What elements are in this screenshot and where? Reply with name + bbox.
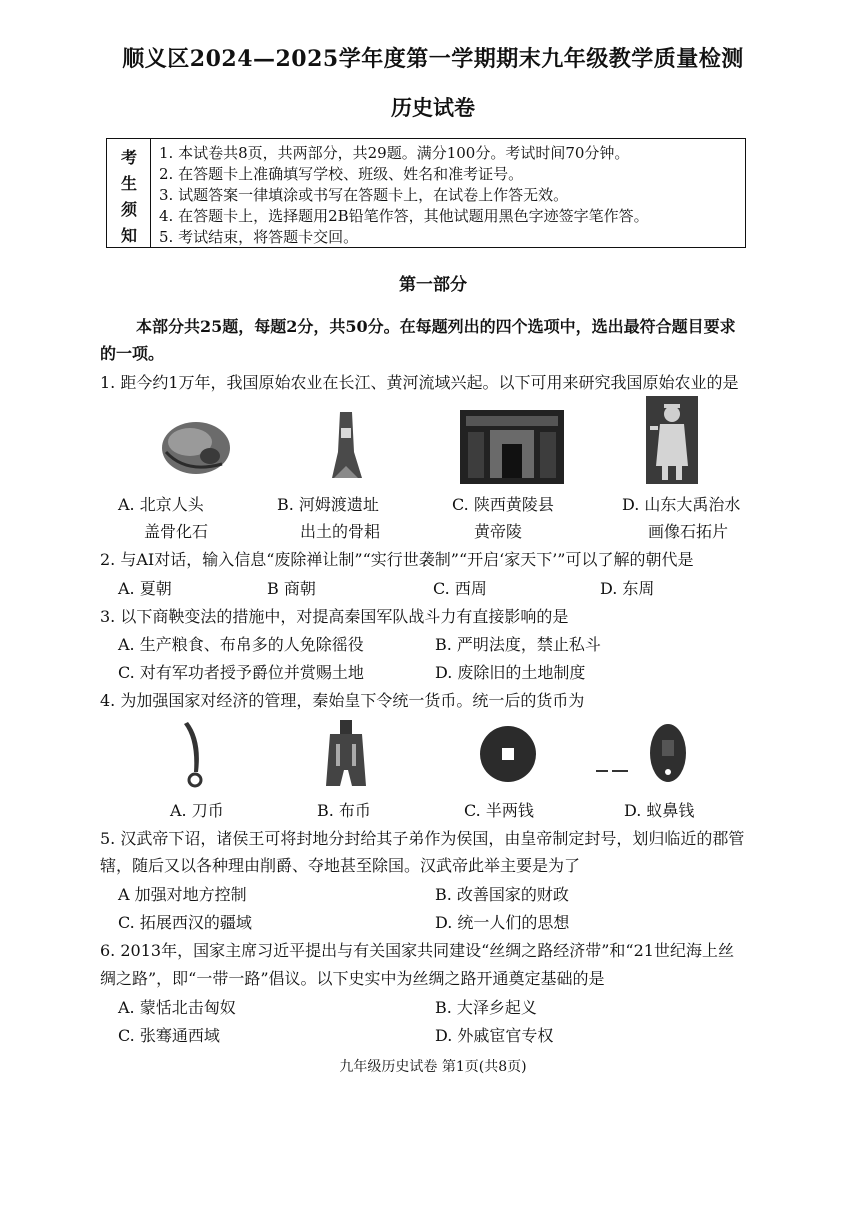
yu-rubbing-image xyxy=(646,396,698,484)
q5-option-b[interactable]: B. 改善国家的财政 xyxy=(435,885,569,904)
q2-option-d[interactable]: D. 东周 xyxy=(600,579,655,598)
notice-item: 5. 考试结束，将答题卡交回。 xyxy=(159,228,359,246)
exam-title: 顺义区2024—2025学年度第一学期期末九年级教学质量检测 xyxy=(122,46,744,72)
notice-item: 1. 本试卷共8页，共两部分，共29题。满分100分。考试时间70分钟。 xyxy=(159,144,630,162)
q1-option-c-line2: 黄帝陵 xyxy=(474,522,523,541)
q1-option-a-line1[interactable]: A. 北京人头 xyxy=(118,495,204,514)
q3-option-d[interactable]: D. 废除旧的土地制度 xyxy=(435,663,586,682)
q6-stem-line1: 6. 2013年，国家主席习近平提出与有关国家共同建设“丝绸之路经济带”和“21世纪海上丝 xyxy=(100,941,734,960)
q6-option-a[interactable]: A. 蒙恬北击匈奴 xyxy=(118,998,236,1017)
notice-label-char: 须 xyxy=(120,200,137,219)
notice-box xyxy=(106,138,746,248)
q1-option-a-line2: 盖骨化石 xyxy=(144,522,209,541)
q4-option-b[interactable]: B. 布币 xyxy=(317,801,371,820)
q1-stem: 1. 距今约1万年，我国原始农业在长江、黄河流域兴起。以下可用来研究我国原始农业的是 xyxy=(100,373,739,392)
q5-stem-line2: 辖，随后又以各种理由削爵、夺地甚至除国。汉武帝此举主要是为了 xyxy=(100,856,581,875)
q3-option-b[interactable]: B. 严明法度，禁止私斗 xyxy=(435,635,601,654)
q6-option-b[interactable]: B. 大泽乡起义 xyxy=(435,998,537,1017)
q5-option-c[interactable]: C. 拓展西汉的疆域 xyxy=(118,913,252,932)
q1-option-c-line1[interactable]: C. 陕西黄陵县 xyxy=(452,495,554,514)
notice-list xyxy=(159,143,649,248)
huangdi-mausoleum-image xyxy=(460,410,564,484)
notice-item: 2. 在答题卡上准确填写学校、班级、姓名和准考证号。 xyxy=(159,165,524,183)
page-footer: 九年级历史试卷 第1页(共8页) xyxy=(339,1059,527,1075)
spade-coin-image xyxy=(322,718,370,790)
q2-option-a[interactable]: A. 夏朝 xyxy=(118,579,172,598)
notice-label-char: 考 xyxy=(120,148,137,167)
q5-option-a[interactable]: A 加强对地方控制 xyxy=(118,885,247,904)
q1-option-d-line2: 画像石拓片 xyxy=(648,522,729,541)
bone-spade-image xyxy=(326,408,366,484)
q1-option-b-line2: 出土的骨耜 xyxy=(300,522,381,541)
part-intro-line1: 本部分共25题，每题2分，共50分。在每题列出的四个选项中，选出最符合题目要求 xyxy=(136,317,736,336)
q6-option-d[interactable]: D. 外戚宦官专权 xyxy=(435,1026,554,1045)
antnose-coin-image xyxy=(648,722,688,784)
q6-option-c[interactable]: C. 张骞通西域 xyxy=(118,1026,220,1045)
q5-option-d[interactable]: D. 统一人们的思想 xyxy=(435,913,570,932)
exam-subtitle: 历史试卷 xyxy=(391,95,475,120)
q3-stem: 3. 以下商鞅变法的措施中，对提高秦国军队战斗力有直接影响的是 xyxy=(100,607,569,626)
q4-option-a[interactable]: A. 刀币 xyxy=(170,801,224,820)
q4-option-c[interactable]: C. 半两钱 xyxy=(464,801,534,820)
q2-stem: 2. 与AI对话，输入信息“废除禅让制”“实行世袭制”“开启‘家天下’”可以了解的朝代是 xyxy=(100,550,694,569)
part-heading: 第一部分 xyxy=(399,275,467,295)
skull-fossil-image xyxy=(156,412,236,482)
q2-option-b[interactable]: B 商朝 xyxy=(267,579,316,598)
notice-label xyxy=(107,139,151,247)
banliang-coin-image xyxy=(478,724,538,784)
q4-stem: 4. 为加强国家对经济的管理，秦始皇下令统一货币。统一后的货币为 xyxy=(100,691,585,710)
q4-option-d[interactable]: D. 蚁鼻钱 xyxy=(624,801,695,820)
q6-stem-line2: 绸之路”，即“一带一路”倡议。以下史实中为丝绸之路开通奠定基础的是 xyxy=(100,969,605,988)
part-intro-line2: 的一项。 xyxy=(100,344,165,363)
notice-item: 3. 试题答案一律填涂或书写在答题卡上，在试卷上作答无效。 xyxy=(159,186,569,204)
q3-option-a[interactable]: A. 生产粮食、布帛多的人免除徭役 xyxy=(118,635,364,654)
q1-option-b-line1[interactable]: B. 河姆渡遗址 xyxy=(277,495,379,514)
notice-label-char: 知 xyxy=(120,226,137,245)
q2-option-c[interactable]: C. 西周 xyxy=(433,579,487,598)
notice-label-char: 生 xyxy=(120,174,137,193)
q5-stem-line1: 5. 汉武帝下诏，诸侯王可将封地分封给其子弟作为侯国，由皇帝制定封号，划归临近的郡管 xyxy=(100,829,745,848)
knife-coin-image xyxy=(180,720,210,788)
dash-mark xyxy=(596,760,630,768)
q1-option-d-line1[interactable]: D. 山东大禹治水 xyxy=(622,495,741,514)
notice-item: 4. 在答题卡上，选择题用2B铅笔作答，其他试题用黑色字迹签字笔作答。 xyxy=(159,207,649,225)
q3-option-c[interactable]: C. 对有军功者授予爵位并赏赐土地 xyxy=(118,663,364,682)
